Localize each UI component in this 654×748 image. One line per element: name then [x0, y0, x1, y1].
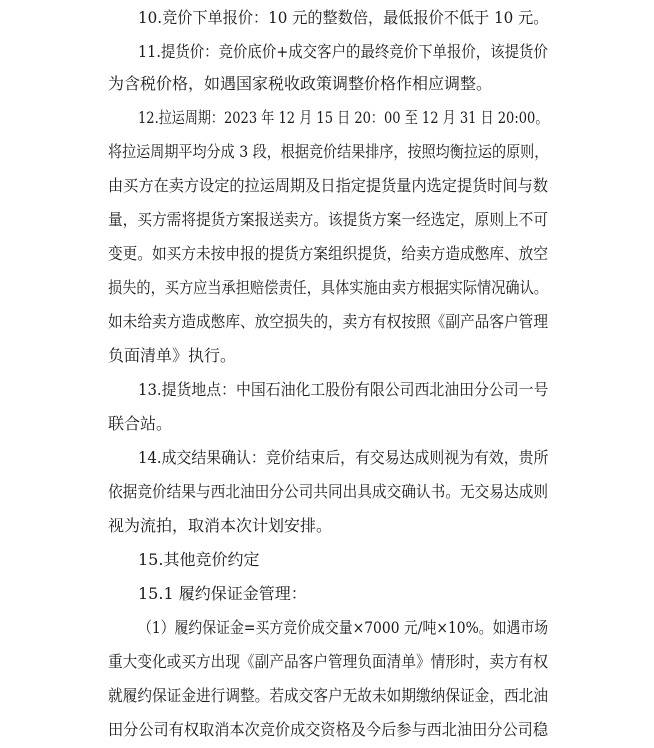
clause-12-line-8: 负面清单》执行。 — [108, 346, 237, 365]
clause-15-1-heading: 15.1 履约保证金管理： — [138, 584, 307, 603]
clause-12-line-3: 由买方在卖方设定的拉运周期及日指定提货量内选定提货时间与数 — [108, 176, 549, 195]
clause-12-line-1: 12.拉运周期：2023 年 12 月 15 日 20：00 至 12 月 31 日 20:00。 — [138, 108, 549, 127]
clause-15-1-1-line-3: 就履约保证金进行调整。若成交客户无故未如期缴纳保证金，西北油 — [108, 686, 549, 705]
clause-12-line-6: 损失的，买方应当承担赔偿责任，具体实施由卖方根据实际情况确认。 — [108, 278, 549, 297]
clause-12-line-2: 将拉运周期平均分成 3 段，根据竞价结果排序，按照均衡拉运的原则， — [108, 142, 549, 161]
clause-12-line-7: 如未给卖方造成憋库、放空损失的，卖方有权按照《副产品客户管理 — [108, 312, 549, 331]
clause-14-line-1: 14.成交结果确认：竞价结束后，有交易达成则视为有效，贵所 — [138, 448, 549, 467]
clause-14-line-2: 依据竞价结果与西北油田分公司共同出具成交确认书。无交易达成则 — [108, 482, 549, 501]
clause-15-heading: 15.其他竞价约定 — [138, 550, 260, 569]
clause-15-1-1-line-1: （1）履约保证金=买方竞价成交量×7000 元/吨×10%。如遇市场 — [138, 618, 549, 637]
clause-15-1-1-line-2: 重大变化或买方出现《副产品客户管理负面清单》情形时，卖方有权 — [108, 652, 549, 671]
clause-11-line-1: 11.提货价：竞价底价+成交客户的最终竞价下单报价，该提货价 — [138, 42, 548, 61]
clause-10-line-1: 10.竞价下单报价：10 元的整数倍，最低报价不低于 10 元。 — [138, 8, 549, 27]
clause-13-line-1: 13.提货地点：中国石油化工股份有限公司西北油田分公司一号 — [138, 380, 549, 399]
clause-12-line-5: 变更。如买方未按申报的提货方案组织提货，给卖方造成憋库、放空 — [108, 244, 549, 263]
clause-14-line-3: 视为流拍，取消本次计划安排。 — [108, 516, 333, 535]
clause-12-line-4: 量，买方需将提货方案报送卖方。该提货方案一经选定，原则上不可 — [108, 210, 549, 229]
clause-15-1-1-line-4: 田分公司有权取消本次竞价成交资格及今后参与西北油田分公司稳 — [108, 720, 549, 739]
clause-13-line-2: 联合站。 — [108, 414, 173, 433]
clause-11-line-2: 为含税价格，如遇国家税收政策调整价格作相应调整。 — [108, 74, 493, 93]
